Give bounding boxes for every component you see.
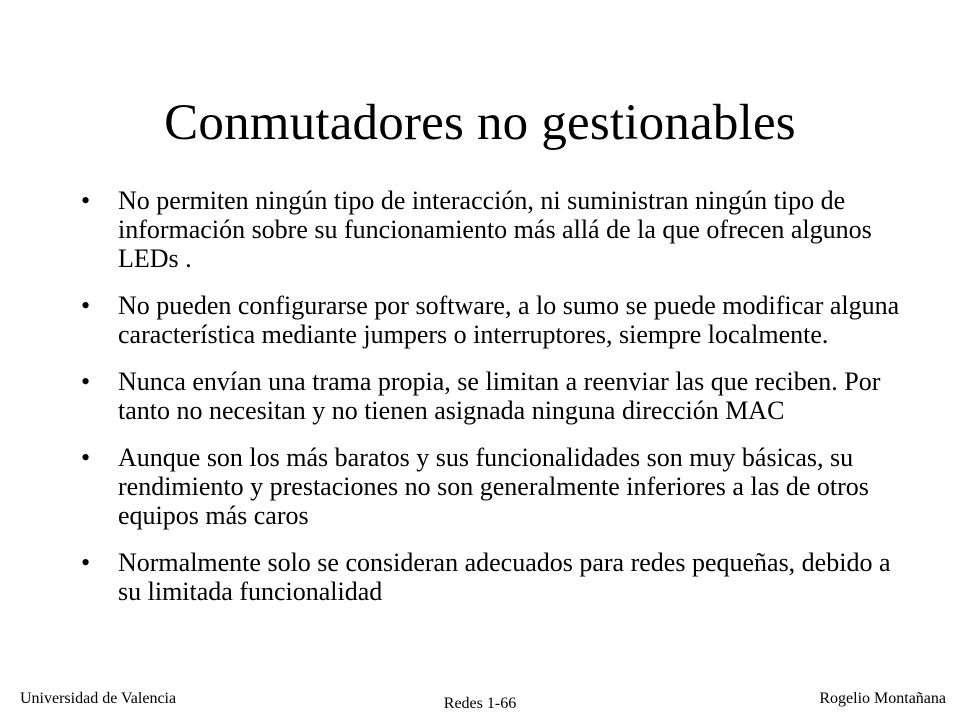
bullet-icon: • xyxy=(81,443,91,472)
bullet-item xyxy=(81,548,901,606)
footer-page-number: Redes 1-66 xyxy=(443,695,517,712)
bullet-icon: • xyxy=(81,367,91,396)
footer-university: Universidad de Valencia xyxy=(20,690,177,707)
bullet-icon: • xyxy=(81,186,91,215)
bullet-text: Nunca envían una trama propia, se limitan a reenviar las que reciben. Por tanto no necesitan y no tienen asignada ninguna dirección MAC xyxy=(118,367,881,425)
bullet-icon: • xyxy=(81,291,91,320)
footer-author: Rogelio Montañana xyxy=(819,690,946,707)
bullet-item xyxy=(81,443,901,530)
slide-title: Conmutadores no gestionables xyxy=(164,95,796,151)
bullet-text: No pueden configurarse por software, a lo sumo se puede modificar alguna característica mediante jumpers o interruptores, siempre localmente. xyxy=(118,291,900,349)
bullet-item xyxy=(81,367,901,425)
bullet-item xyxy=(81,186,901,273)
bullet-text: Aunque son los más baratos y sus funcionalidades son muy básicas, su rendimiento y prestaciones no son generalmente inferiores a las de otros equipos más caros xyxy=(118,443,869,530)
bullet-text: No permiten ningún tipo de interacción, ni suministran ningún tipo de información sobre su funcionamiento más allá de la que ofrecen algunos LEDs . xyxy=(118,186,872,273)
bullet-icon: • xyxy=(81,548,91,577)
bullet-list xyxy=(81,186,901,624)
bullet-text: Normalmente solo se consideran adecuados para redes pequeñas, debido a su limitada funcionalidad xyxy=(118,548,891,606)
bullet-item xyxy=(81,291,901,349)
